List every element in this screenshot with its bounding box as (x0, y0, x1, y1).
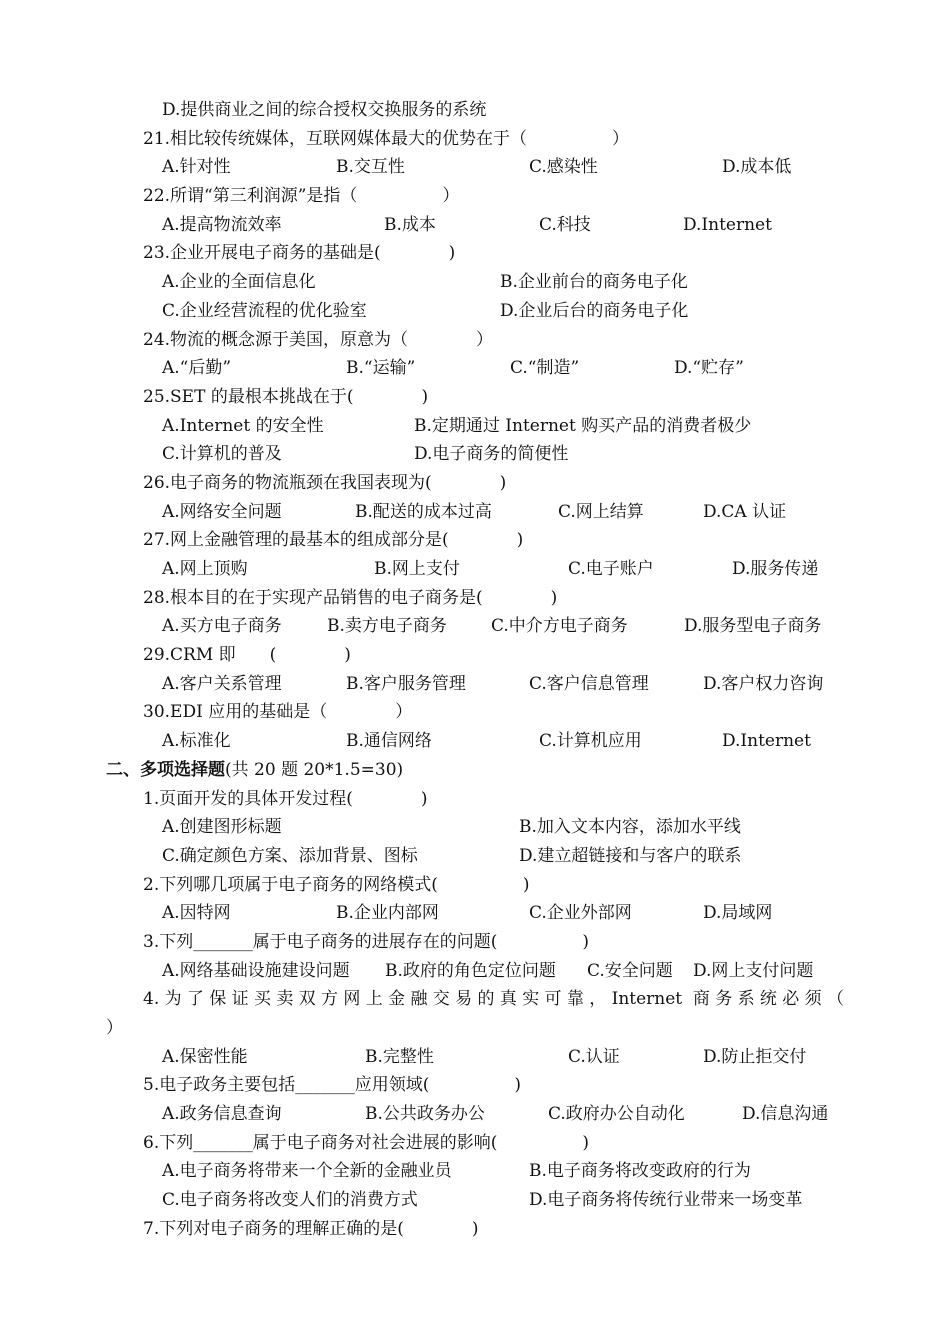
question-stem: 5.电子政务主要包括_______应用领域( ) (143, 1075, 521, 1096)
question-stem: 22.所谓“第三利润源”是指（ ） (143, 186, 460, 207)
answer-option: C.安全问题 (587, 960, 673, 981)
answer-option: D.CA 认证 (703, 501, 787, 522)
option-row (0, 96, 950, 125)
question-stem: 2.下列哪几项属于电子商务的网络模式( ) (143, 874, 530, 895)
answer-option: B.网上支付 (374, 559, 460, 579)
answer-option: C.科技 (539, 214, 591, 235)
question-stem: 25.SET 的最根本挑战在于( ) (143, 386, 429, 407)
answer-option: C.计算机的普及 (162, 444, 282, 465)
answer-option: C.企业经营流程的优化验室 (162, 300, 367, 321)
answer-option: A.网上顶购 (162, 559, 248, 579)
answer-option: C.政府办公自动化 (548, 1104, 685, 1125)
answer-option: B.政府的角色定位问题 (385, 960, 556, 981)
answer-option: A.因特网 (162, 903, 231, 924)
answer-option: B.企业内部网 (336, 903, 439, 924)
answer-option: B.加入文本内容，添加水平线 (519, 817, 741, 838)
option-row (0, 670, 950, 699)
option-row (0, 412, 950, 441)
answer-option: B.完整性 (365, 1046, 434, 1067)
option-row (0, 555, 950, 584)
answer-option: A.买方电子商务 (162, 616, 282, 637)
answer-option: D.提供商业之间的综合授权交换服务的系统 (162, 100, 487, 120)
answer-option: C.计算机应用 (539, 731, 642, 752)
answer-option: B.企业前台的商务电子化 (500, 272, 688, 293)
answer-option: D.建立超链接和与客户的联系 (519, 845, 742, 866)
answer-option: D.服务型电子商务 (684, 616, 822, 637)
answer-option: A.客户关系管理 (162, 673, 282, 694)
question-stem: 27.网上金融管理的最基本的组成部分是( ) (143, 530, 524, 551)
question-stem: 4.为了保证买卖双方网上金融交易的真实可靠，Internet 商务系统必须（ (143, 989, 844, 1010)
option-row (0, 354, 950, 383)
answer-option: C.中介方电子商务 (491, 616, 628, 637)
answer-option: D.信息沟通 (742, 1104, 829, 1125)
answer-option: D.局域网 (703, 903, 773, 924)
option-row (0, 727, 950, 756)
answer-option: A.保密性能 (162, 1046, 248, 1067)
answer-option: D.电子商务的简便性 (414, 444, 569, 465)
answer-option: B.交互性 (336, 157, 405, 178)
answer-option: A.“后勤” (162, 358, 232, 379)
question-stem: 7.下列对电子商务的理解正确的是( ) (143, 1218, 479, 1239)
option-row (0, 211, 950, 240)
exam-content (0, 96, 950, 1244)
option-row (0, 842, 950, 871)
answer-option: A.网络基础设施建设问题 (162, 960, 350, 981)
option-row (0, 498, 950, 527)
option-row (0, 1043, 950, 1072)
answer-option: B.客户服务管理 (346, 673, 466, 694)
option-row (0, 440, 950, 469)
answer-option: C.确定颜色方案、添加背景、图标 (162, 845, 418, 866)
answer-option: B.通信网络 (346, 731, 432, 752)
question-stem: 30.EDI 应用的基础是（ ） (143, 702, 413, 723)
answer-option: D.企业后台的商务电子化 (500, 300, 689, 321)
answer-option: D.网上支付问题 (693, 960, 814, 981)
answer-option: A.企业的全面信息化 (162, 272, 316, 293)
question-stem: 23.企业开展电子商务的基础是( ) (143, 243, 456, 264)
answer-option: A.电子商务将带来一个全新的金融业员 (162, 1161, 452, 1182)
question-stem: 3.下列_______属于电子商务的进展存在的问题( ) (143, 931, 589, 952)
answer-option: A.针对性 (162, 157, 231, 178)
option-row (0, 1186, 950, 1215)
option-row (0, 612, 950, 641)
answer-option: A.标准化 (162, 731, 231, 752)
answer-option: B.公共政务办公 (365, 1104, 485, 1125)
answer-option: D.服务传递 (732, 559, 819, 579)
answer-option: D.Internet (722, 731, 811, 752)
question-stem: 21.相比较传统媒体，互联网媒体最大的优势在于（ ） (143, 128, 630, 149)
answer-option: B.配送的成本过高 (355, 501, 492, 522)
option-row (0, 153, 950, 182)
option-row (0, 899, 950, 928)
answer-option: D.成本低 (722, 157, 792, 178)
section-title: 二、多项选择题 (106, 759, 225, 780)
answer-option: C.感染性 (529, 157, 598, 178)
answer-option: B.电子商务将改变政府的行为 (529, 1161, 751, 1182)
answer-option: D.“贮存” (674, 358, 744, 379)
answer-option: B.成本 (384, 214, 436, 235)
answer-option: B.“运输” (346, 358, 416, 379)
question-stem: 1.页面开发的具体开发过程( ) (143, 788, 428, 809)
answer-option: C.企业外部网 (529, 903, 632, 924)
option-row (0, 1157, 950, 1186)
section-heading (0, 756, 950, 785)
option-row (0, 1100, 950, 1129)
option-row (0, 268, 950, 297)
answer-option: D.Internet (683, 214, 772, 235)
answer-option: A.创建图形标题 (162, 817, 282, 838)
question-stem: 6.下列_______属于电子商务对社会进展的影响( ) (143, 1132, 589, 1153)
question-stem: 26.电子商务的物流瓶颈在我国表现为( ) (143, 472, 507, 493)
answer-option: C.电子账户 (568, 559, 654, 579)
answer-option: C.网上结算 (558, 501, 644, 522)
answer-option: A.网络安全问题 (162, 501, 282, 522)
answer-option: B.定期通过 Internet 购买产品的消费者极少 (414, 415, 752, 436)
question-stem: 28.根本目的在于实现产品销售的电子商务是( ) (143, 587, 558, 608)
answer-option: C.客户信息管理 (529, 673, 649, 694)
question-stem: 29.CRM 即 ( ) (143, 645, 351, 666)
answer-option: A.提高物流效率 (162, 214, 282, 235)
option-row (0, 957, 950, 986)
option-row (0, 813, 950, 842)
answer-option: D.防止拒交付 (703, 1046, 807, 1067)
answer-option: C.“制造” (510, 358, 580, 379)
section-scoring: (共 20 题 20*1.5=30) (225, 759, 404, 780)
question-stem: 24.物流的概念源于美国，原意为（ ） (143, 329, 494, 350)
answer-option: A.Internet 的安全性 (162, 415, 324, 436)
answer-option: C.电子商务将改变人们的消费方式 (162, 1190, 418, 1211)
answer-option: B.卖方电子商务 (327, 616, 447, 637)
answer-option: D.电子商务将传统行业带来一场变革 (529, 1190, 803, 1211)
question-stem-continuation: ） (106, 1018, 123, 1038)
answer-option: A.政务信息查询 (162, 1104, 282, 1125)
answer-option: D.客户权力咨询 (703, 673, 824, 694)
option-row (0, 297, 950, 326)
answer-option: C.认证 (568, 1046, 620, 1067)
